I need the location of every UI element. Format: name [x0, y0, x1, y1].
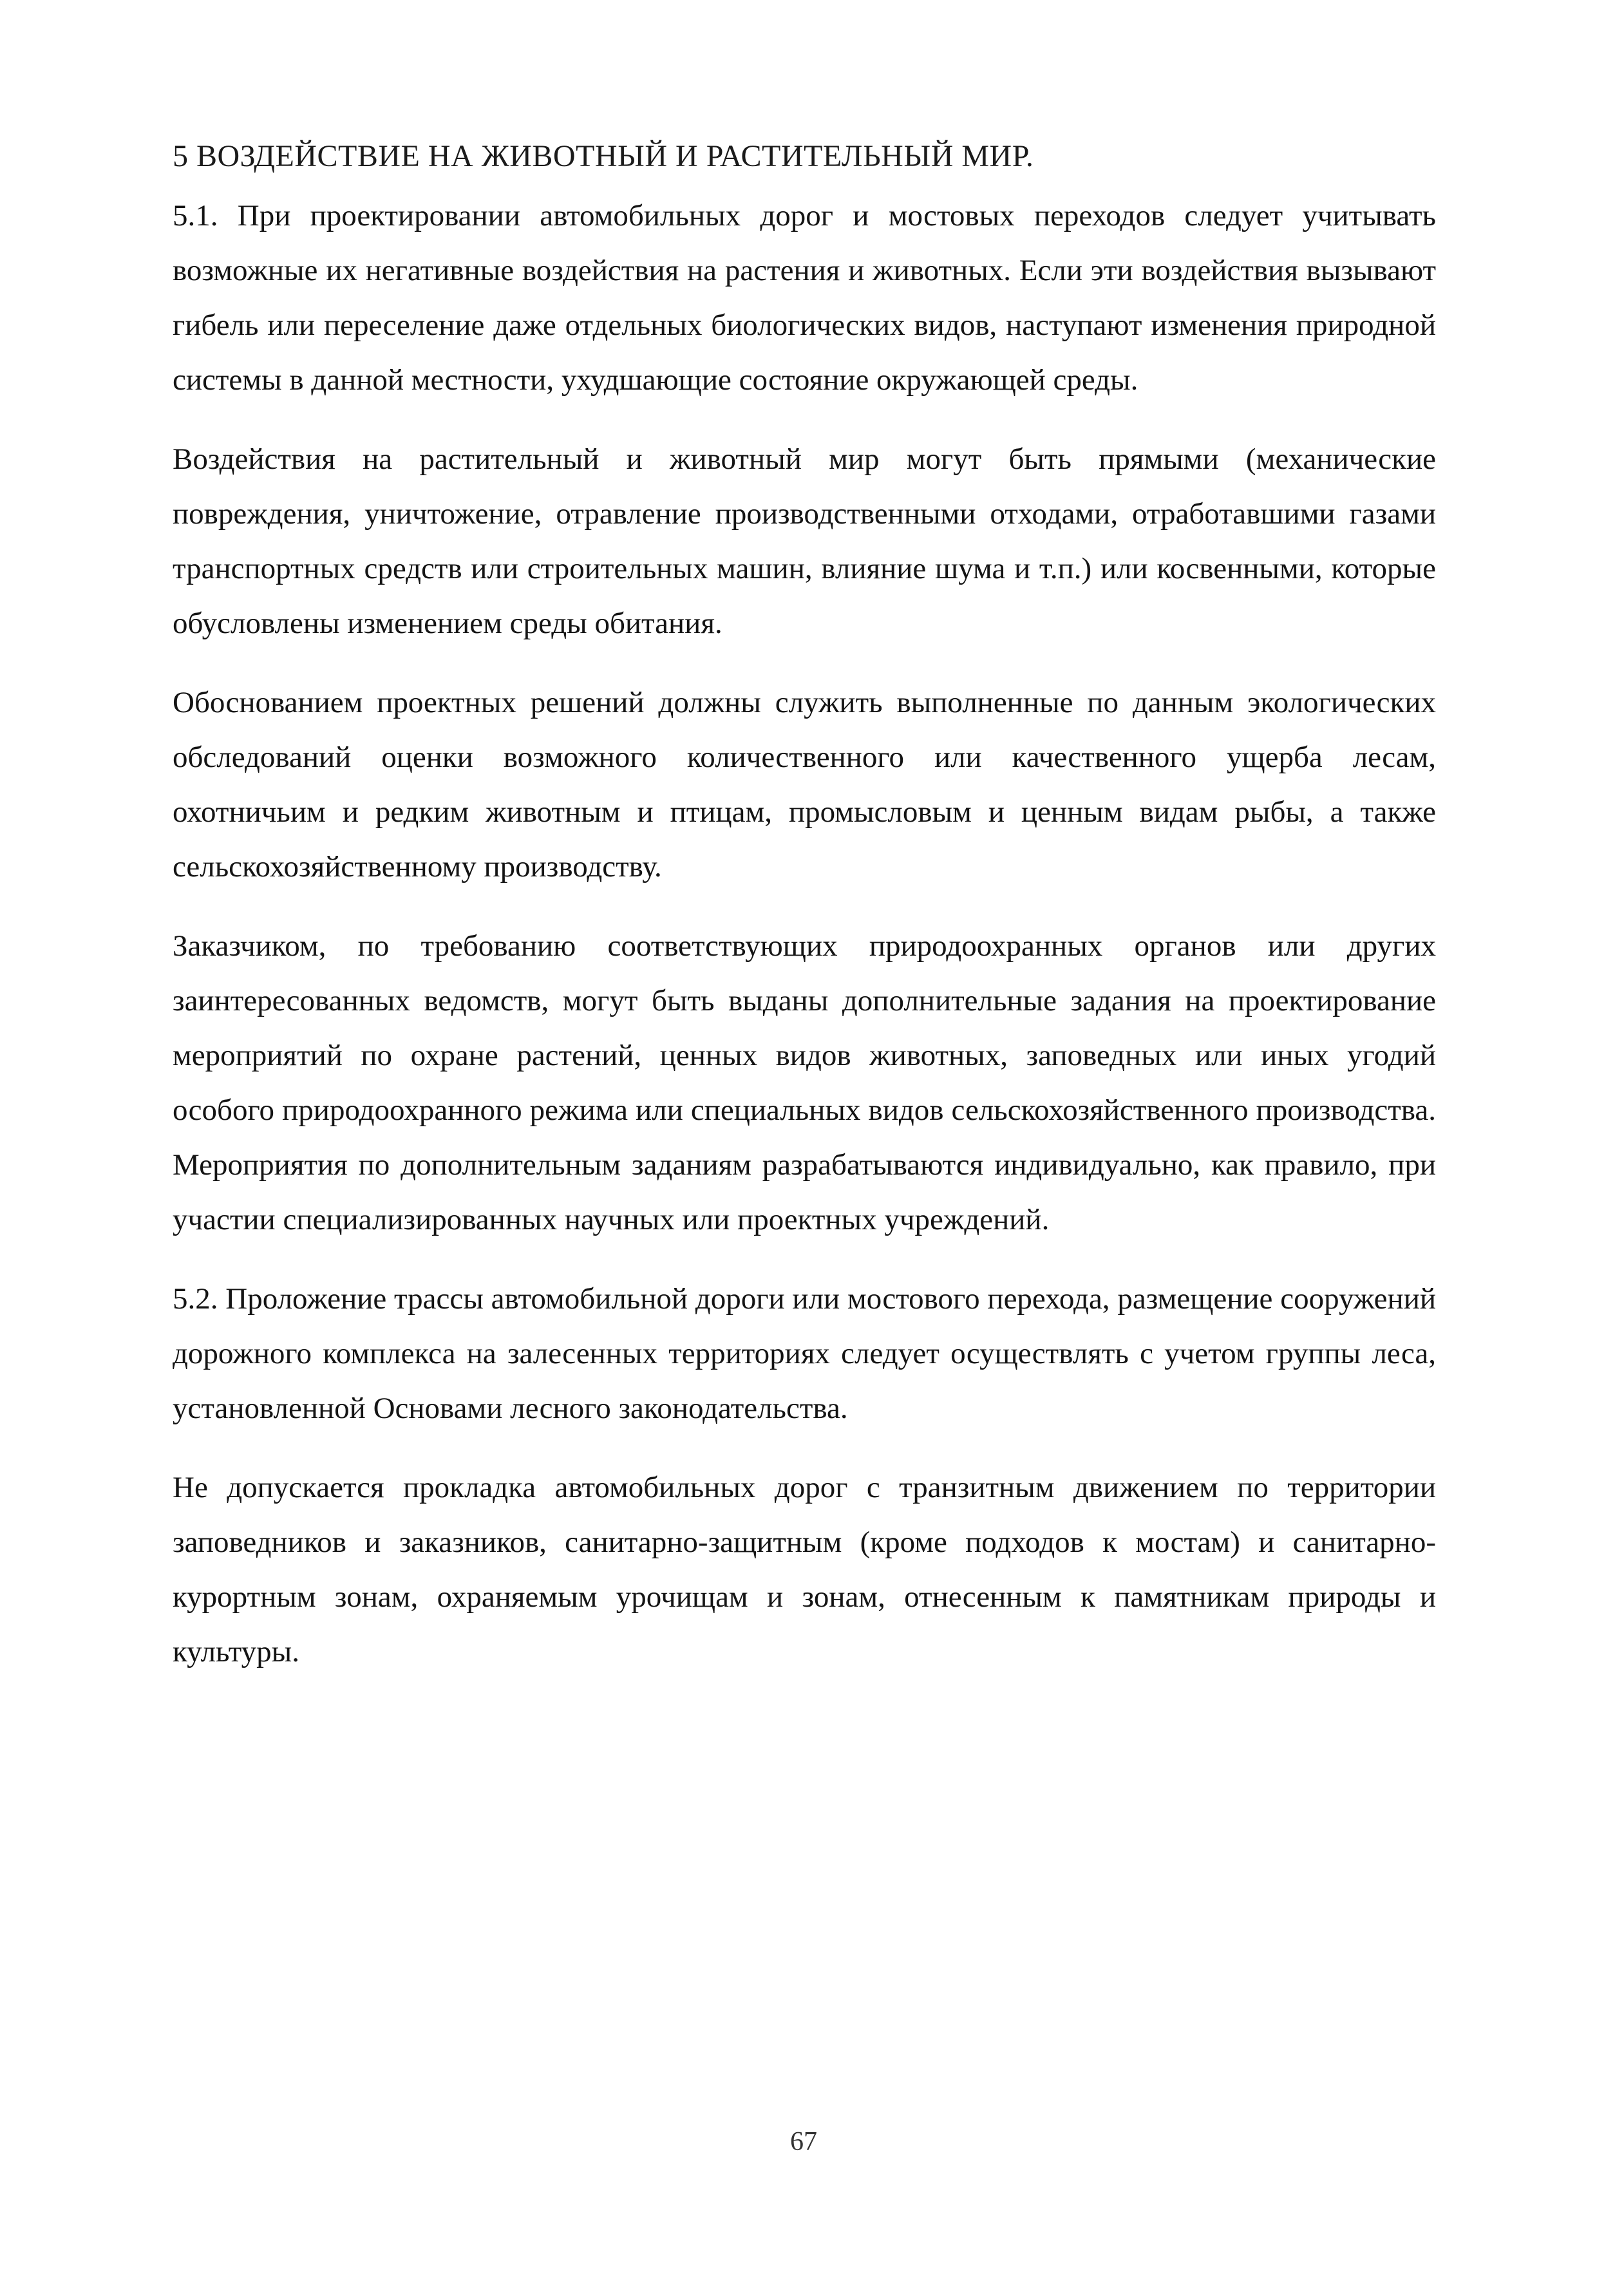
paragraph-5: 5.2. Проложение трассы автомобильной дороги или мостового перехода, размещение сооружений дорожного комплекса на залесенных территориях следует осуществлять с учетом группы леса, установленной Основами лесного законодательства. [173, 1282, 1436, 1425]
paragraph-1: 5.1. При проектировании автомобильных дорог и мостовых переходов следует учитывать возможные их негативные воздействия на растения и животных. Если эти воздействия вызывают гибель или переселение даже отдельных биологических видов, наступают изменения природной системы в данной местности, ухудшающие состояние окружающей среды. [173, 199, 1436, 397]
paragraph-3: Обоснованием проектных решений должны служить выполненные по данным экологических обследований оценки возможного количественного или качественного ущерба лесам, охотничьим и редким животным и птицам, промысловым и ценным видам рыбы, а также сельскохозяйственному производству. [173, 686, 1436, 883]
paragraph-6: Не допускается прокладка автомобильных дорог с транзитным движением по территории заповедников и заказников, санитарно-защитным (кроме подходов к мостам) и санитарно-курортным зонам, охраняемым урочищам и зонам, отнесенным к памятникам природы и культуры. [173, 1471, 1436, 1668]
page-content [173, 129, 1436, 1704]
paragraph-2: Воздействия на растительный и животный мир могут быть прямыми (механические повреждения, уничтожение, отравление производственными отходами, отработавшими газами транспортных средств или строительных машин, влияние шума и т.п.) или косвенными, которые обусловлены изменением среды обитания. [173, 442, 1436, 640]
page-number: 67 [790, 2127, 817, 2157]
section-heading: 5 ВОЗДЕЙСТВИЕ НА ЖИВОТНЫЙ И РАСТИТЕЛЬНЫЙ МИР. [173, 139, 1034, 173]
paragraph-4: Заказчиком, по требованию соответствующих природоохранных органов или других заинтересованных ведомств, могут быть выданы дополнительные задания на проектирование мероприятий по охране растений, ценных видов животных, заповедных или иных угодий особого природоохранного режима или специальных видов сельскохозяйственного производства. Мероприятия по дополнительным заданиям разрабатываются индивидуально, как правило, при участии специализированных научных или проектных учреждений. [173, 929, 1436, 1236]
